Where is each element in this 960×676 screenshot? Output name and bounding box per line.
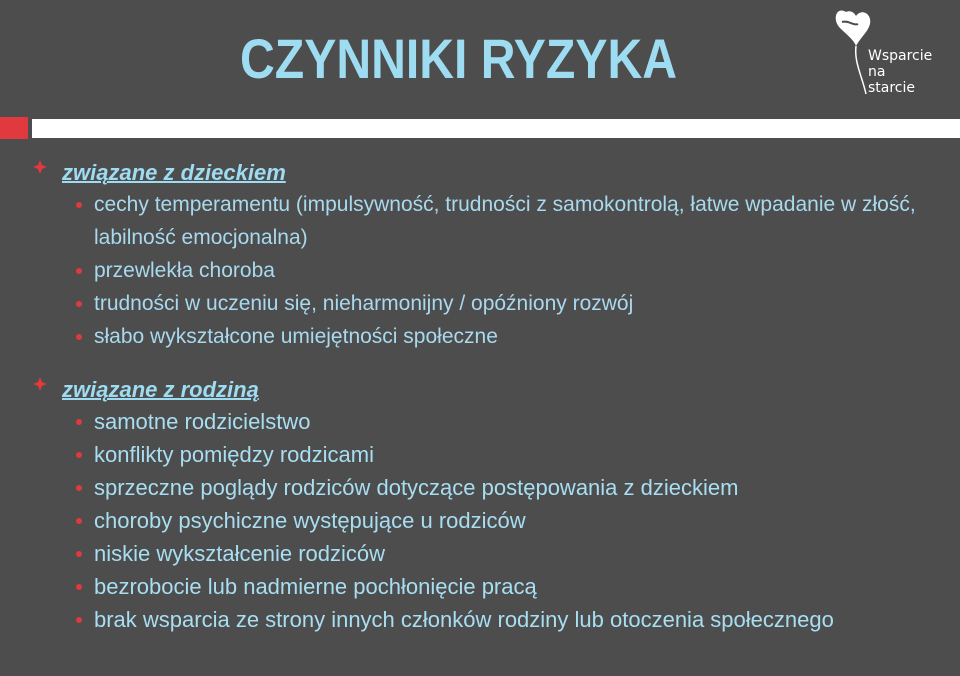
- logo-line-3: starcie: [868, 80, 916, 96]
- bullet-dot-icon: [76, 485, 82, 491]
- section-child: [32, 158, 924, 353]
- list-item: słabo wykształcone umiejętności społeczne: [32, 320, 924, 353]
- bullet-dot-icon: [76, 584, 82, 590]
- section-list: [32, 405, 924, 636]
- bullet-dot-icon: [76, 551, 82, 557]
- list-item: cechy temperamentu (impulsywność, trudności z samokontrolą, łatwe wpadanie w złość, labilność emocjonalna): [32, 188, 924, 254]
- diamond-bullet-icon: [32, 159, 48, 175]
- list-item: sprzeczne poglądy rodziców dotyczące postępowania z dzieckiem: [32, 471, 924, 504]
- list-item: brak wsparcia ze strony innych członków rodziny lub otoczenia społecznego: [32, 603, 924, 636]
- bullet-dot-icon: [76, 268, 82, 274]
- diamond-bullet-icon: [32, 376, 48, 392]
- list-item: samotne rodzicielstwo: [32, 405, 924, 438]
- bullet-dot-icon: [76, 301, 82, 307]
- list-item: niskie wykształcenie rodziców: [32, 537, 924, 570]
- list-item: choroby psychiczne występujące u rodziców: [32, 504, 924, 537]
- list-item: trudności w uczeniu się, nieharmonijny / opóźniony rozwój: [32, 287, 924, 320]
- section-heading-text: związane z rodziną: [62, 377, 259, 402]
- list-item: przewlekła choroba: [32, 254, 924, 287]
- slide-title: CZYNNIKI RYZYKA: [240, 27, 678, 90]
- section-list: [32, 188, 924, 353]
- section-heading-text: związane z dzieckiem: [62, 160, 286, 185]
- bullet-dot-icon: [76, 518, 82, 524]
- logo-line-1: Wsparcie: [868, 48, 933, 64]
- bullet-dot-icon: [76, 334, 82, 340]
- logo-line-2: na: [868, 64, 886, 80]
- header-divider: [32, 119, 960, 138]
- bullet-dot-icon: [76, 419, 82, 425]
- list-item: konflikty pomiędzy rodzicami: [32, 438, 924, 471]
- section-family: [32, 375, 924, 636]
- section-heading: [32, 375, 924, 405]
- bullet-dot-icon: [76, 617, 82, 623]
- accent-block: [0, 117, 28, 139]
- list-item: bezrobocie lub nadmierne pochłonięcie pracą: [32, 570, 924, 603]
- bullet-dot-icon: [76, 452, 82, 458]
- section-heading: [32, 158, 924, 188]
- bullet-dot-icon: [76, 202, 82, 208]
